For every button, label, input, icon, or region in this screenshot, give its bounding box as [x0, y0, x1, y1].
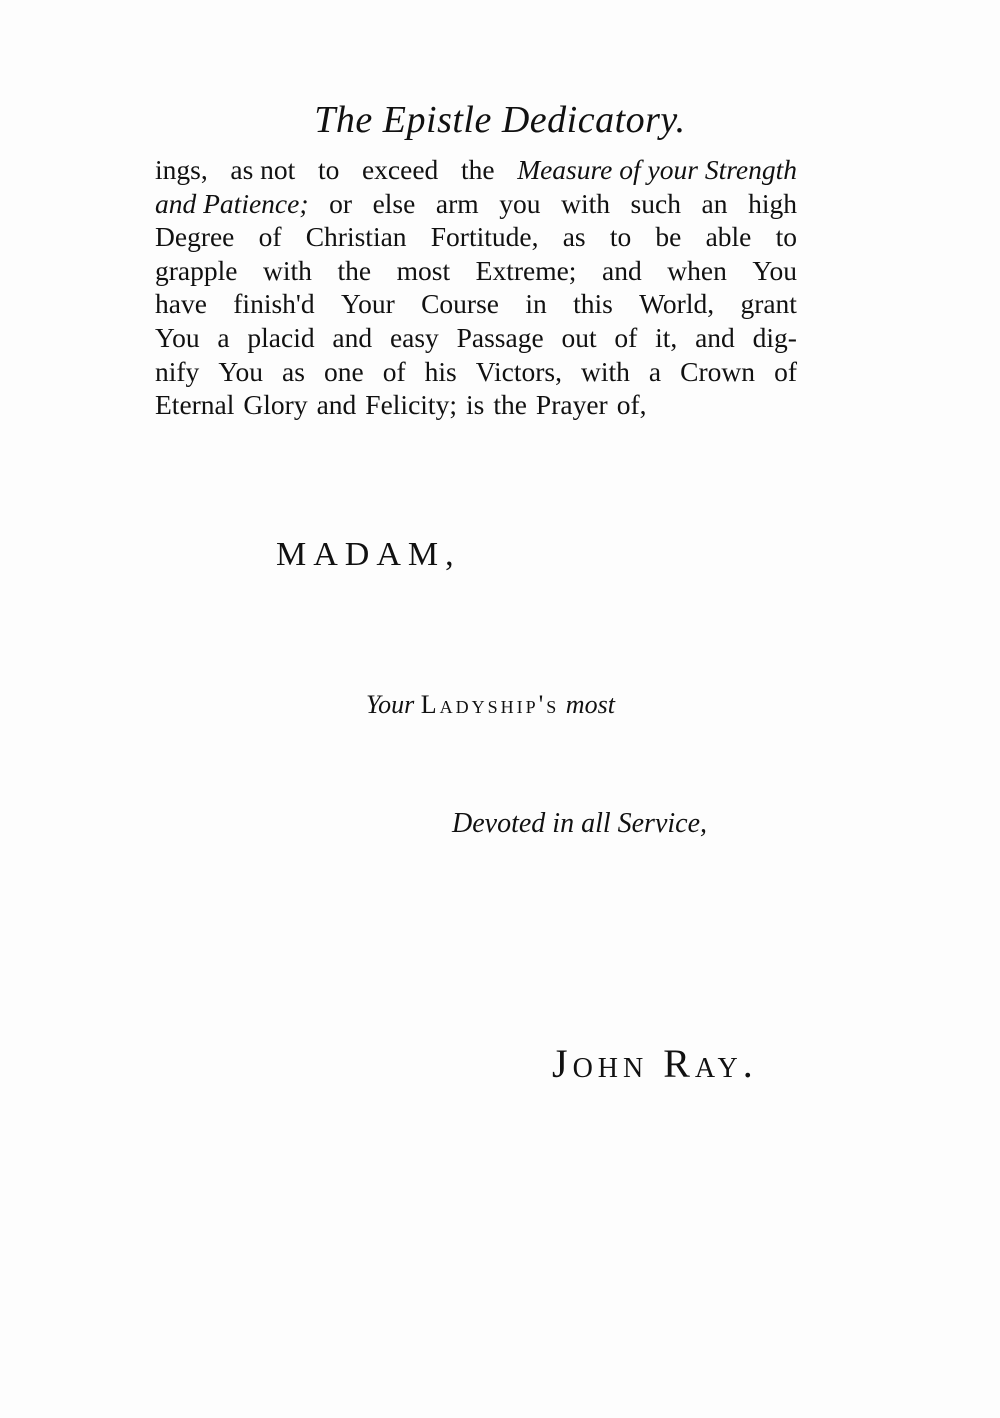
text-line: and Patience; or else arm you with such an high	[155, 187, 797, 219]
dedication-paragraph	[155, 153, 797, 422]
running-head: The Epistle Dedicatory.	[314, 99, 686, 141]
text-line: grapple with the most Extreme; and when You	[155, 254, 797, 286]
text-line: You a placid and easy Passage out of it, and dig-	[155, 321, 797, 353]
closing-line-ladyship: Your Ladyship's most	[366, 690, 615, 719]
text-line: Eternal Glory and Felicity; is the Prayer of,	[155, 389, 647, 421]
text-line: ings, as not to exceed the Measure of your Strength	[155, 154, 797, 185]
text-line: nify You as one of his Victors, with a Crown of	[155, 355, 797, 387]
text-line: have finish'd Your Course in this World, grant	[155, 288, 797, 320]
salutation: MADAM,	[276, 536, 461, 573]
signature: John Ray.	[552, 1041, 758, 1086]
text-line: Degree of Christian Fortitude, as to be able to	[155, 221, 797, 253]
closing-line-devoted: Devoted in all Service,	[452, 808, 708, 839]
